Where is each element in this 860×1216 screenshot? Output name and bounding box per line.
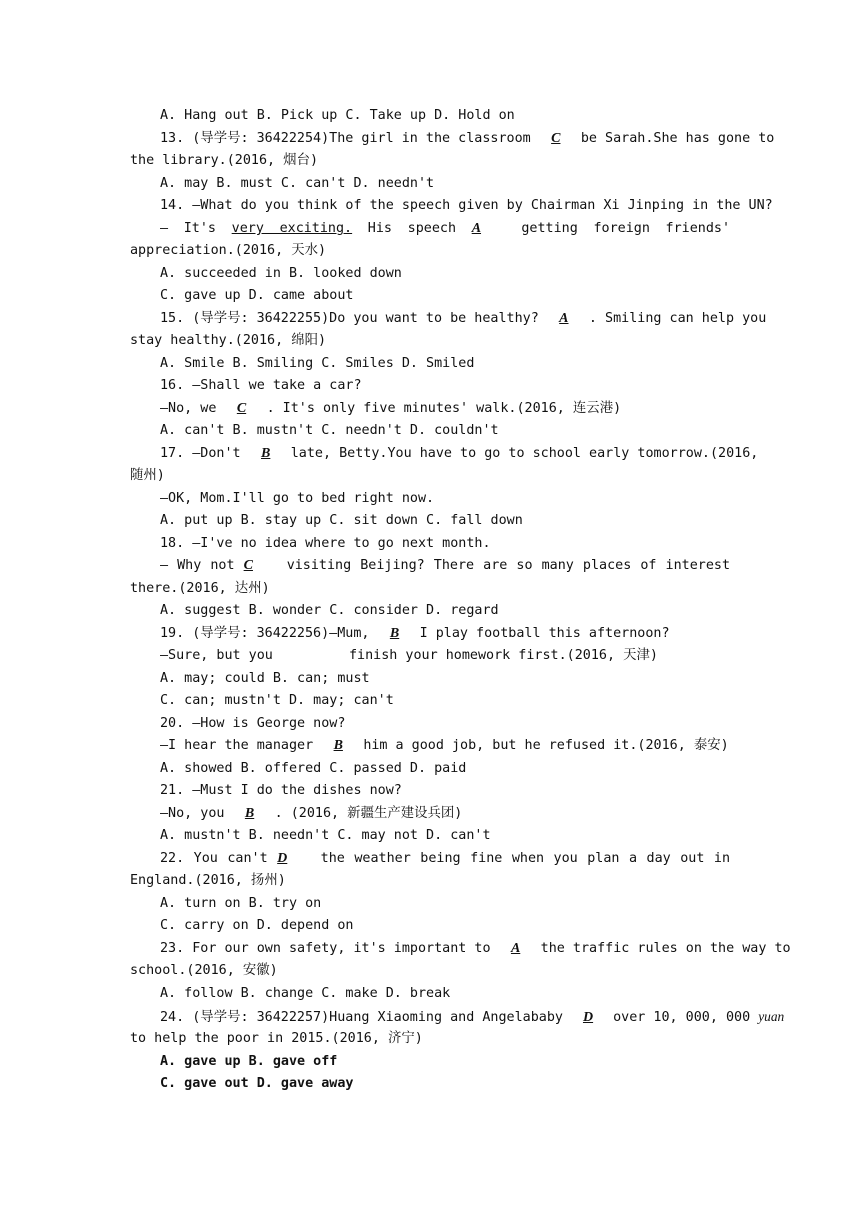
q24-options-1: A. gave up B. gave off: [160, 1054, 338, 1069]
q19-stem: 19. (导学号: 36422256)—Mum, B I play football this afternoon?: [160, 623, 730, 645]
q13-stem-cont: the library.(2016, 烟台): [130, 153, 319, 168]
q14-options-1: A. succeeded in B. looked down: [160, 266, 402, 281]
q18-answer: C: [243, 558, 253, 573]
q17-reply: —OK, Mom.I'll go to bed right now.: [160, 491, 435, 506]
q23-stem: 23. For our own safety, it's important to A the traffic rules on the way to: [160, 938, 730, 960]
q16-stem: 16. —Shall we take a car?: [160, 378, 362, 393]
q24-stem-cont: to help the poor in 2015.(2016, 济宁): [130, 1031, 423, 1046]
q17-stem: 17. —Don't B late, Betty.You have to go to school early tomorrow.(2016,: [160, 443, 730, 465]
q15-answer: A: [559, 311, 569, 326]
q14-reply-cont: appreciation.(2016, 天水): [130, 243, 327, 258]
q17-answer: B: [261, 446, 271, 461]
q24-options-2: C. gave out D. gave away: [160, 1076, 354, 1091]
q17-stem-cont: 随州): [130, 468, 165, 483]
q19-answer: B: [389, 626, 400, 641]
q23-stem-cont: school.(2016, 安徽): [130, 963, 278, 978]
q14-answer: A: [471, 221, 482, 236]
q21-reply: —No, you B . (2016, 新疆生产建设兵团): [160, 803, 730, 825]
q13-answer: C: [551, 131, 561, 146]
q18-reply: — Why not C visiting Beijing? There are so many places of interest: [160, 555, 730, 577]
q22-stem-cont: England.(2016, 扬州): [130, 873, 286, 888]
q20-reply: —I hear the manager B him a good job, but he refused it.(2016, 泰安): [160, 735, 730, 757]
q23-options: A. follow B. change C. make D. break: [160, 986, 451, 1001]
q24-answer: D: [582, 1010, 594, 1025]
q13-options: A. may B. must C. can't D. needn't: [160, 176, 435, 191]
q14-options-2: C. gave up D. came about: [160, 288, 354, 303]
q19-options-1: A. may; could B. can; must: [160, 671, 370, 686]
q19-options-2: C. can; mustn't D. may; can't: [160, 693, 394, 708]
q14-stem: 14. —What do you think of the speech given by Chairman Xi Jinping in the UN?: [160, 198, 773, 213]
q21-answer: B: [244, 806, 255, 821]
q21-options: A. mustn't B. needn't C. may not D. can't: [160, 828, 491, 843]
q16-answer: C: [236, 401, 247, 416]
q18-stem: 18. —I've no idea where to go next month.: [160, 536, 491, 551]
q18-options: A. suggest B. wonder C. consider D. regard: [160, 603, 499, 618]
q19-reply: —Sure, but you finish your homework first.(2016, 天津): [160, 648, 658, 663]
q22-stem: 22. You can't D the weather being fine when you plan a day out in: [160, 848, 730, 870]
q16-options: A. can't B. mustn't C. needn't D. couldn't: [160, 423, 499, 438]
q15-stem-cont: stay healthy.(2016, 绵阳): [130, 333, 327, 348]
q24-stem: 24. (导学号: 36422257)Huang Xiaoming and Angelababy D over 10, 000, 000 yuan: [160, 1006, 730, 1029]
q16-reply: —No, we C . It's only five minutes' walk.(2016, 连云港): [160, 398, 730, 420]
q15-options: A. Smile B. Smiling C. Smiles D. Smiled: [160, 356, 475, 371]
q21-stem: 21. —Must I do the dishes now?: [160, 783, 402, 798]
q13-stem: 13. (导学号: 36422254)The girl in the classroom C be Sarah.She has gone to: [160, 128, 730, 150]
q23-answer: A: [510, 941, 521, 956]
q15-stem: 15. (导学号: 36422255)Do you want to be healthy? A . Smiling can help you: [160, 308, 730, 330]
q20-stem: 20. —How is George now?: [160, 716, 346, 731]
q22-options-2: C. carry on D. depend on: [160, 918, 354, 933]
q17-options: A. put up B. stay up C. sit down C. fall down: [160, 513, 523, 528]
q20-answer: B: [333, 738, 343, 753]
q18-reply-cont: there.(2016, 达州): [130, 581, 270, 596]
q12-options: A. Hang out B. Pick up C. Take up D. Hold on: [160, 108, 515, 123]
q22-answer: D: [277, 851, 288, 866]
q22-options-1: A. turn on B. try on: [160, 896, 322, 911]
q20-options: A. showed B. offered C. passed D. paid: [160, 761, 467, 776]
q14-reply: — It's very exciting. His speech A getting foreign friends': [160, 218, 730, 240]
